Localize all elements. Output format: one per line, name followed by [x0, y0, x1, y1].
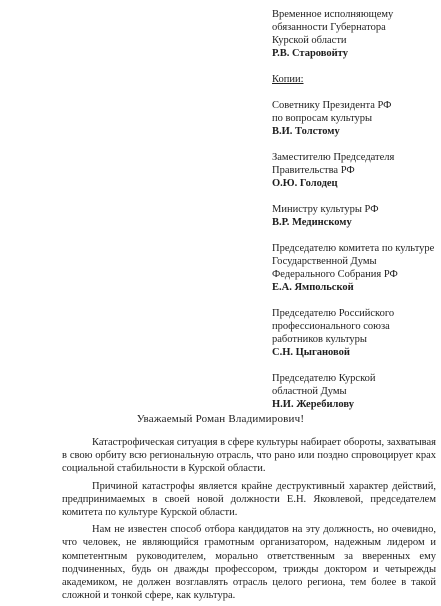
- addressee-line: обязанности Губернатора: [272, 22, 386, 33]
- letter-body: [62, 436, 436, 606]
- copy-recipient-line: Председателю Российского: [272, 308, 395, 319]
- copy-recipient-line: Председателю Курской: [272, 373, 376, 384]
- body-paragraph: Нам не известен способ отбора кандидатов на эту должность, но очевидно, что человек, не являющийся грамотным организатором, надежным лидером и компетентным руководителем, морально ответственным за вверенных ему подчиненных, будь он дважды профессором, трижды доктором и четырежды академиком, не должен возглавлять отрасль целого региона, тем более в такой сложной и тонкой сфере, как культура.: [62, 524, 436, 602]
- copies-label: Копии:: [272, 74, 304, 85]
- copy-recipient-line: профессионального союза: [272, 321, 390, 332]
- copy-recipient-name: В.Р. Мединскому: [272, 217, 352, 228]
- body-paragraph: Причиной катастрофы является крайне деструктивный характер действий, предпринимаемых в своей новой должности Е.Н. Яковлевой, председателем комитета по культуре Курской области.: [62, 480, 436, 519]
- addressee-name: Р.В. Старовойту: [272, 48, 348, 59]
- copy-recipient-line: работников культуры: [272, 334, 367, 345]
- primary-addressee: [272, 8, 438, 60]
- copy-recipient: [272, 99, 438, 138]
- copy-recipient-name: Е.А. Ямпольской: [272, 282, 354, 293]
- letter-greeting: Уважаемый Роман Владимирович!: [136, 413, 305, 425]
- copy-recipient: [272, 242, 438, 294]
- copy-recipient-line: Министру культуры РФ: [272, 204, 379, 215]
- copy-recipient-line: Правительства РФ: [272, 165, 355, 176]
- copy-recipient-line: областной Думы: [272, 386, 347, 397]
- copy-recipient: [272, 372, 438, 411]
- copy-recipient-line: по вопросам культуры: [272, 113, 373, 124]
- copy-recipient-line: Государственной Думы: [272, 256, 377, 267]
- copy-recipient-name: Н.И. Жеребилову: [272, 399, 354, 410]
- copy-recipient: [272, 307, 438, 359]
- addressee-column: [272, 8, 438, 424]
- copy-recipient-line: Советнику Президента РФ: [272, 100, 392, 111]
- copy-recipient-name: С.Н. Цыгановой: [272, 347, 350, 358]
- copy-recipient: [272, 151, 438, 190]
- copy-recipient-line: Федерального Собрания РФ: [272, 269, 398, 280]
- addressee-line: Курской области: [272, 35, 347, 46]
- copy-recipient-line: Председателю комитета по культуре: [272, 243, 435, 254]
- copy-recipient-name: В.И. Толстому: [272, 126, 340, 137]
- copy-recipient: [272, 203, 438, 229]
- copy-recipient-name: О.Ю. Голодец: [272, 178, 338, 189]
- copy-recipient-line: Заместителю Председателя: [272, 152, 395, 163]
- body-paragraph: Катастрофическая ситуация в сфере культуры набирает обороты, захватывая в свою орбиту всю региональную отрасль, что рано или поздно спровоцирует крах социальной стабильности в Курской области.: [62, 437, 436, 475]
- addressee-line: Временное исполняющему: [272, 9, 394, 20]
